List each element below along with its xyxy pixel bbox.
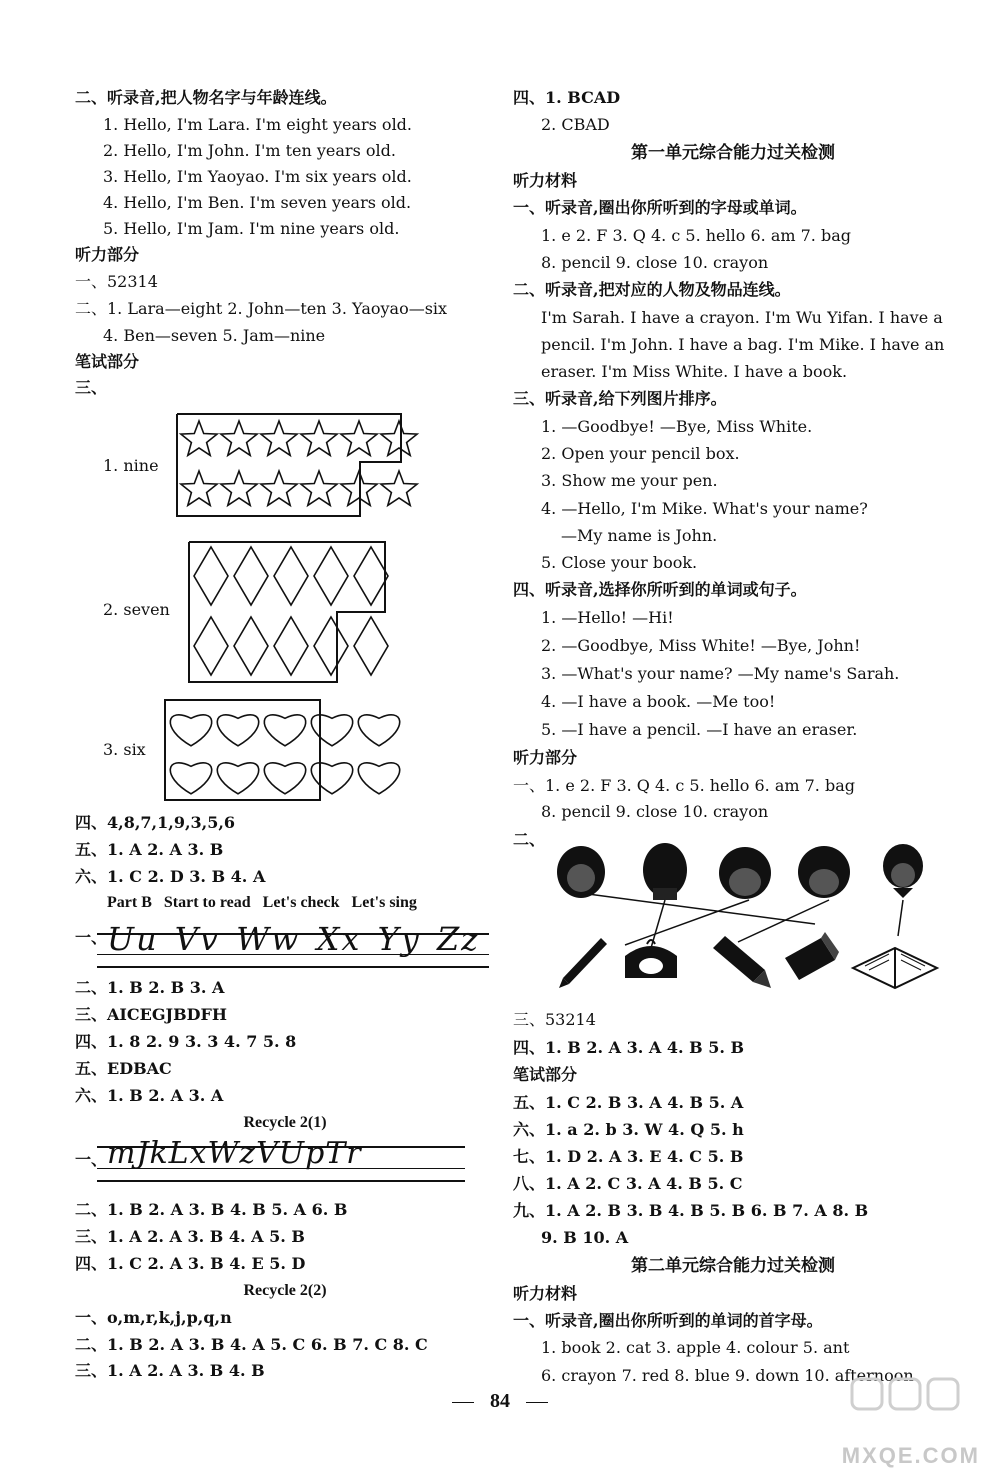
heart-shape (358, 715, 399, 746)
diamonds-svg (187, 540, 457, 685)
handwriting-text: Uu Vv Ww Xx Yy Zz (107, 920, 481, 958)
hw-prefix: 一、 (75, 928, 108, 947)
answer-line: 六、1. B 2. A 3. A (75, 1086, 224, 1105)
hw-guide-line (97, 1180, 465, 1182)
matching-svg (553, 840, 953, 995)
diamond-shape (274, 617, 308, 675)
text-line: 4. —I have a book. —Me too! (541, 692, 776, 711)
section-heading: 一、听录音,圈出你所听到的单词的首字母。 (513, 1311, 823, 1330)
diamond-shape (314, 617, 348, 675)
answer-line: 一、52314 (75, 272, 158, 291)
text-line: eraser. I'm Miss White. I have a book. (541, 362, 848, 381)
star-shape (381, 421, 417, 455)
diamond-shape (354, 617, 388, 675)
star-shape (261, 471, 297, 505)
hw-guide-line (97, 966, 489, 968)
section-heading: 笔试部分 (513, 1065, 578, 1084)
star-shape (261, 421, 297, 455)
text-line: 3. Show me your pen. (541, 471, 718, 490)
hw-prefix: 一、 (75, 1150, 108, 1169)
text-line: —My name is John. (561, 526, 718, 545)
text-line: 1. book 2. cat 3. apple 4. colour 5. ant (541, 1338, 850, 1357)
section-heading: 一、听录音,圈出你所听到的字母或单词。 (513, 198, 807, 217)
stars-svg (175, 410, 445, 520)
heart-shape (264, 715, 305, 746)
text-line: 5. Close your book. (541, 553, 698, 572)
star-shape (181, 471, 217, 505)
text-line: I'm Sarah. I have a crayon. I'm Wu Yifan. I have a (541, 308, 943, 327)
head-mike-icon (798, 846, 850, 898)
text-line: 1. e 2. F 3. Q 4. c 5. hello 6. am 7. bag (541, 226, 851, 245)
answer-line: 八、1. A 2. C 3. A 4. B 5. C (513, 1174, 743, 1193)
text-line: 2. Hello, I'm John. I'm ten years old. (103, 141, 396, 160)
head-wu-yifan-icon (643, 843, 687, 900)
diamond-shape (194, 617, 228, 675)
text-line: 3. —What's your name? —My name's Sarah. (541, 664, 900, 683)
text-line: 5. —I have a pencil. —I have an eraser. (541, 720, 858, 739)
head-miss-white-icon (883, 844, 923, 898)
star-shape (301, 421, 337, 455)
figure-label: 3. six (103, 740, 146, 759)
section-label: 二、 (513, 830, 546, 849)
page-number: 84 (490, 1390, 510, 1412)
unit-heading: 第二单元综合能力过关检测 (631, 1256, 835, 1276)
recycle-heading: Recycle 2(1) (243, 1114, 327, 1131)
answer-line: 四、4,8,7,1,9,3,5,6 (75, 813, 236, 832)
star-shape (181, 421, 217, 455)
text-line: 4. Hello, I'm Ben. I'm seven years old. (103, 193, 412, 212)
answer-line: 二、1. B 2. A 3. B 4. B 5. A 6. B (75, 1200, 348, 1219)
star-shape (221, 421, 257, 455)
hearts-figure (163, 698, 423, 803)
answer-line: 二、1. Lara—eight 2. John—ten 3. Yaoyao—six (75, 299, 448, 318)
diamond-shape (274, 547, 308, 605)
text-line: pencil. I'm John. I have a bag. I'm Mike. I have an (541, 335, 945, 354)
star-shape (301, 471, 337, 505)
watermark-badge-icon (830, 1377, 980, 1443)
section-heading: 三、 (75, 378, 108, 397)
answer-line: 四、1. 8 2. 9 3. 3 4. 7 5. 8 (75, 1032, 297, 1051)
text-line: 4. —Hello, I'm Mike. What's your name? (541, 499, 868, 518)
answer-line: 三、1. A 2. A 3. B 4. A 5. B (75, 1227, 305, 1246)
hearts-svg (163, 698, 423, 803)
section-heading: 听力部分 (75, 245, 140, 264)
eraser-icon (785, 932, 839, 980)
answer-line: 9. B 10. A (541, 1228, 629, 1247)
answer-line: 六、1. a 2. b 3. W 4. Q 5. h (513, 1120, 744, 1139)
heart-shape (358, 763, 399, 794)
answer-line: 九、1. A 2. B 3. B 4. B 5. B 6. B 7. A 8. B (513, 1201, 869, 1220)
section-heading: 二、听录音,把人物名字与年龄连线。 (75, 88, 337, 107)
section-heading: 四、听录音,选择你所听到的单词或句子。 (513, 580, 807, 599)
head-sarah-icon (557, 846, 605, 898)
section-heading: 听力部分 (513, 748, 578, 767)
answer-line: 五、1. C 2. B 3. A 4. B 5. A (513, 1093, 744, 1112)
answer-line: 二、1. B 2. B 3. A (75, 978, 225, 997)
pencil-icon (713, 936, 771, 988)
answer-line: 三、1. A 2. A 3. B 4. B (75, 1361, 265, 1380)
star-shape (341, 421, 377, 455)
answer-line: 8. pencil 9. close 10. crayon (541, 802, 769, 821)
figure-label: 1. nine (103, 456, 159, 475)
figure-label: 2. seven (103, 600, 170, 619)
answer-line: 4. Ben—seven 5. Jam—nine (103, 326, 326, 345)
watermark (830, 1377, 980, 1469)
heart-shape (217, 715, 258, 746)
text-line: 2. —Goodbye, Miss White! —Bye, John! (541, 636, 861, 655)
star-shape (221, 471, 257, 505)
unit-heading: 第一单元综合能力过关检测 (631, 143, 835, 163)
section-heading: 三、听录音,给下列图片排序。 (513, 389, 727, 408)
text-line: 2. Open your pencil box. (541, 444, 740, 463)
diamond-shape (314, 547, 348, 605)
text-line: 1. —Goodbye! —Bye, Miss White. (541, 417, 813, 436)
section-heading: 二、听录音,把对应的人物及物品连线。 (513, 280, 791, 299)
answer-line: 四、1. B 2. A 3. A 4. B 5. B (513, 1038, 745, 1057)
answer-line: 五、EDBAC (75, 1059, 172, 1078)
answer-line: 四、1. BCAD (513, 88, 621, 107)
crayon-icon (559, 938, 607, 988)
text-line: 1. Hello, I'm Lara. I'm eight years old. (103, 115, 413, 134)
watermark-text: MXQE.COM (841, 1443, 980, 1468)
answer-line: 四、1. C 2. A 3. B 4. E 5. D (75, 1254, 306, 1273)
recycle-heading: Recycle 2(2) (243, 1282, 327, 1299)
answer-line: 二、1. B 2. A 3. B 4. A 5. C 6. B 7. C 8. C (75, 1335, 428, 1354)
answer-line: 三、AICEGJBDFH (75, 1005, 227, 1024)
stars-figure (175, 410, 445, 520)
diamonds-figure (187, 540, 457, 685)
head-john-icon (719, 847, 771, 899)
book-icon (853, 948, 937, 988)
star-shape (381, 471, 417, 505)
section-heading: 听力材料 (513, 171, 578, 190)
answer-line: 一、o,m,r,k,j,p,q,n (75, 1308, 232, 1327)
footer-dash (526, 1402, 548, 1403)
diamond-shape (354, 547, 388, 605)
heart-shape (217, 763, 258, 794)
text-line: 1. —Hello! —Hi! (541, 608, 674, 627)
answer-line: 一、1. e 2. F 3. Q 4. c 5. hello 6. am 7. bag (513, 776, 856, 795)
heart-shape (170, 763, 211, 794)
text-line: 8. pencil 9. close 10. crayon (541, 253, 769, 272)
heart-shape (264, 763, 305, 794)
text-line: 3. Hello, I'm Yaoyao. I'm six years old. (103, 167, 412, 186)
heart-shape (311, 763, 352, 794)
handwriting-text: mJkLxWzVUpTr (107, 1136, 362, 1171)
text-line: 6. crayon 7. red 8. blue 9. down 10. afternoon (541, 1366, 914, 1385)
footer-dash (452, 1402, 474, 1403)
answer-line: 2. CBAD (541, 115, 610, 134)
answer-line: 三、53214 (513, 1010, 596, 1029)
part-b-heading: Part B Start to read Let's check Let's sing (107, 894, 417, 911)
heart-shape (170, 715, 211, 746)
diamond-shape (194, 547, 228, 605)
answer-line: 六、1. C 2. D 3. B 4. A (75, 867, 266, 886)
text-line: 5. Hello, I'm Jam. I'm nine years old. (103, 219, 400, 238)
section-heading: 听力材料 (513, 1284, 578, 1303)
matching-illustration (553, 840, 953, 995)
section-heading: 笔试部分 (75, 352, 140, 371)
answer-line: 七、1. D 2. A 3. E 4. C 5. B (513, 1147, 744, 1166)
answer-line: 五、1. A 2. A 3. B (75, 840, 224, 859)
heart-shape (311, 715, 352, 746)
diamond-shape (234, 617, 268, 675)
diamond-shape (234, 547, 268, 605)
